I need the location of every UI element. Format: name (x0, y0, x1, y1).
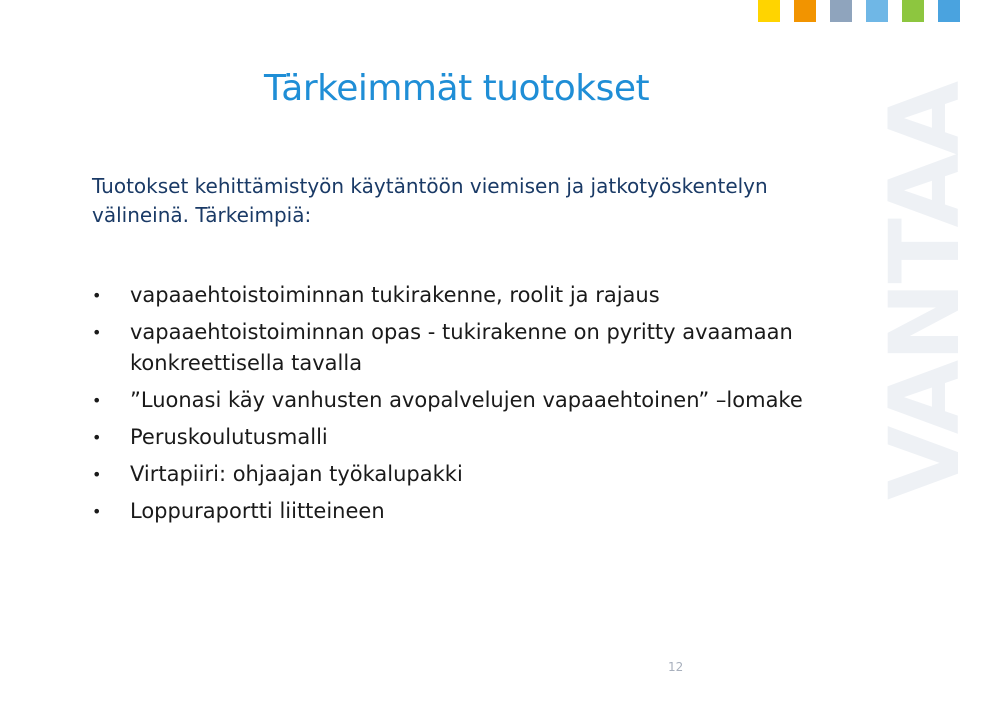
bullet-list (92, 280, 812, 533)
page-number: 12 (668, 660, 684, 674)
color-square-yellow (758, 0, 780, 22)
bullet-item (92, 496, 812, 527)
bullet-item (92, 422, 812, 453)
bullet-text: Peruskoulutusmalli (130, 425, 328, 449)
bullet-dot: • (92, 428, 102, 447)
slide-title: Tärkeimmät tuotokset (264, 68, 650, 109)
color-squares (758, 0, 960, 22)
color-square-blue (938, 0, 960, 22)
bullet-item (92, 385, 812, 416)
color-square-green (902, 0, 924, 22)
color-square-light-blue (866, 0, 888, 22)
bullet-dot: • (92, 323, 102, 342)
vantaa-wordmark: VANTAA (869, 82, 981, 500)
bullet-dot: • (92, 391, 102, 410)
bullet-dot: • (92, 286, 102, 305)
bullet-text: Virtapiiri: ohjaajan työkalupakki (130, 462, 463, 486)
bullet-dot: • (92, 502, 102, 521)
color-square-gray (830, 0, 852, 22)
bullet-text: Loppuraportti liitteineen (130, 499, 385, 523)
bullet-text: vapaaehtoistoiminnan tukirakenne, roolit ja rajaus (130, 283, 660, 307)
bullet-item (92, 280, 812, 311)
bullet-dot: • (92, 465, 102, 484)
bullet-text: ”Luonasi käy vanhusten avopalvelujen vapaaehtoinen” –lomake (130, 388, 803, 412)
color-square-orange (794, 0, 816, 22)
bullet-item (92, 459, 812, 490)
bullet-item (92, 317, 812, 379)
intro-text: Tuotokset kehittämistyön käytäntöön viemisen ja jatkotyöskentelyn välineinä. Tärkeimpiä: (92, 174, 768, 227)
bullet-text: vapaaehtoistoiminnan opas - tukirakenne on pyritty avaamaan konkreettisella tavalla (130, 320, 793, 375)
